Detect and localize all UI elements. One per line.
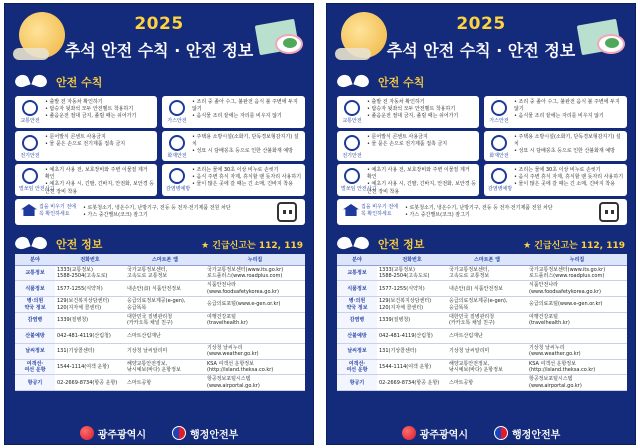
row-app: 스마트공항 bbox=[125, 375, 205, 391]
card-caption: 가스안전 bbox=[167, 118, 187, 124]
footer bbox=[5, 420, 313, 445]
home-card-caption: 집을 비우기 전에 꼭 확인하세요 bbox=[361, 204, 398, 217]
row-category: 감염병 bbox=[337, 312, 377, 328]
row-category: 식품정보 bbox=[337, 281, 377, 297]
row-app: 대한민국 질병관리청 (카카오톡 채널 친구) bbox=[125, 312, 205, 328]
card-line: • 음식 주변 휴식 자제, 휴식할 땐 돗자리 사용하기 bbox=[192, 174, 302, 181]
table-header: 분야 bbox=[15, 254, 55, 265]
safety-card bbox=[337, 164, 479, 196]
card-line: • 문어발식 콘센트 사용금지 bbox=[367, 134, 428, 140]
emergency-hotline: ★ 긴급신고는 112, 119 bbox=[201, 241, 303, 251]
row-website[interactable] bbox=[527, 328, 627, 343]
table-row bbox=[337, 375, 627, 391]
poster-title: 추석 안전 수칙 · 안전 정보 bbox=[386, 41, 576, 60]
row-category: 항공기 bbox=[15, 375, 55, 391]
row-category: 여객선· 여선 운항 bbox=[15, 359, 55, 375]
row-category: 산불예방 bbox=[15, 328, 55, 343]
table-row bbox=[337, 359, 627, 375]
bee-icon bbox=[341, 168, 377, 192]
table-header: 누리집 bbox=[205, 254, 305, 265]
magpie-icon bbox=[337, 75, 373, 89]
card-line: • 로봇청소기, 냉온수기, 난방기구, 전등 등 전자·전기제품 전원 차단 bbox=[405, 205, 553, 211]
card-line: • 가스 중간밸브(코크) 잠그기 bbox=[405, 212, 470, 219]
card-line: • 조리는 물에 30초 이상 비누로 손씻기 bbox=[192, 167, 279, 173]
house-icon bbox=[343, 204, 359, 216]
table-header: 스마트폰 앱 bbox=[125, 254, 205, 265]
card-text bbox=[514, 167, 624, 189]
row-category: 교통정보 bbox=[337, 265, 377, 281]
card-caption: 가스안전 bbox=[489, 118, 509, 124]
plug-icon bbox=[599, 202, 619, 222]
row-phone: 129(보건복지상담센터) 120(지자체 콜센터) bbox=[55, 297, 125, 313]
poster-left bbox=[4, 3, 314, 445]
card-line: • 가스 중간밸브(코크) 잠그기 bbox=[83, 212, 148, 219]
table-row bbox=[15, 265, 305, 281]
row-category: 산불예방 bbox=[337, 328, 377, 343]
table-row bbox=[15, 359, 305, 375]
card-text bbox=[514, 99, 624, 121]
electric-icon bbox=[341, 135, 363, 159]
table-row bbox=[15, 343, 305, 359]
row-website[interactable]: 여행건강포털 (travelhealth.kr) bbox=[205, 312, 305, 328]
card-text bbox=[45, 167, 154, 196]
row-category: 병·의원 약국 정보 bbox=[337, 297, 377, 313]
taegeuk-emblem-icon bbox=[172, 426, 186, 440]
table-header: 전화번호 bbox=[377, 254, 447, 265]
gwangju-emblem-icon bbox=[402, 426, 416, 440]
table-header: 분야 bbox=[337, 254, 377, 265]
row-website[interactable]: 응급의료포털(www.e-gen.or.kr) bbox=[205, 297, 305, 313]
info-table bbox=[15, 254, 305, 391]
card-line: • 주택용 소방시설(소화기, 단독경보형감지기) 설치 bbox=[514, 134, 621, 148]
row-website[interactable]: 항공정보포털시스템 (www.airportal.go.kr) bbox=[205, 375, 305, 391]
card-text bbox=[45, 99, 154, 121]
poster-title: 추석 안전 수칙 · 안전 정보 bbox=[64, 41, 254, 60]
card-caption: 감염병예방 bbox=[166, 186, 191, 192]
card-line: • 조리 중 졸아 수그, 불완전 음식 불 주변에 두지 않기 bbox=[514, 99, 620, 113]
row-category: 교통정보 bbox=[15, 265, 55, 281]
row-category: 병·의원 약국 정보 bbox=[15, 297, 55, 313]
row-phone: 02-2669-8734(항공 운항) bbox=[55, 375, 125, 391]
row-phone: 1544-1114(여객 운항) bbox=[55, 359, 125, 375]
card-caption: 전기안전 bbox=[20, 153, 40, 159]
card-text bbox=[45, 134, 154, 148]
magpie-icon bbox=[337, 237, 373, 251]
row-app: 스마트산림재난 bbox=[125, 328, 205, 343]
row-app: 스마트공항 bbox=[447, 375, 527, 391]
card-line: • 조리는 물에 30초 이상 비누로 손씻기 bbox=[514, 167, 601, 173]
table-row bbox=[15, 297, 305, 313]
house-icon bbox=[21, 204, 37, 216]
row-app: 내손안(食) 식품안전정보 bbox=[447, 281, 527, 297]
magpie-icon bbox=[15, 237, 51, 251]
card-line: • 탑승자 뒷좌석 모두 안전벨트 착용하기 bbox=[367, 106, 456, 113]
table-header-row bbox=[337, 254, 627, 265]
row-app: 대한민국 질병관리청 (카카오톡 채널 친구) bbox=[447, 312, 527, 328]
card-line: • 성묘 시 담배꽁초 등으로 인한 산불화재 예방 bbox=[514, 148, 616, 155]
row-website[interactable]: KSA 여객선 운항정보 (http://island.theksa.co.kr) bbox=[527, 359, 627, 375]
row-category: 여객선· 여선 운항 bbox=[337, 359, 377, 375]
card-line: • 물이 많은 곳에 갈 때는 긴 소매, 긴바지 착용 bbox=[514, 181, 615, 188]
card-line: • 예초기 사용 시, 긴팔, 긴바지, 안전화, 보안경 등 bbox=[45, 181, 154, 188]
info-section-header bbox=[337, 236, 424, 252]
row-website[interactable]: 국가교통정보센터(www.its.go.kr) 로드플러스(www.roadplus.com) bbox=[527, 265, 627, 281]
row-phone: 1339(질병청) bbox=[55, 312, 125, 328]
safety-card bbox=[162, 164, 305, 196]
card-text bbox=[367, 134, 476, 148]
table-row bbox=[15, 375, 305, 391]
food-icon bbox=[488, 168, 513, 192]
table-row bbox=[337, 312, 627, 328]
card-line: • 물 묻은 손으로 전기제품 접촉 금지 bbox=[367, 141, 448, 148]
poster-year: 2025 bbox=[134, 14, 184, 34]
card-caption: 벌쏘임 안전사고 bbox=[341, 186, 377, 192]
car-icon bbox=[341, 100, 363, 124]
card-line: • 주택용 소방시설(소화기, 단독경보형감지기) 설치 bbox=[192, 134, 299, 148]
gift-envelope-icon bbox=[257, 16, 307, 58]
row-phone: 042-481-4119(산림청) bbox=[55, 328, 125, 343]
row-category: 감염병 bbox=[15, 312, 55, 328]
row-website[interactable]: 국가교통정보센터(www.its.go.kr) 로드플러스(www.roadplus.com) bbox=[205, 265, 305, 281]
card-text bbox=[192, 134, 302, 156]
card-line: 안전 장비 착용 bbox=[45, 188, 78, 195]
row-app: 해양교통안전정보, 낚시예보(바다) 운항정보 bbox=[447, 359, 527, 375]
card-line: • 예초기 사용 시, 긴팔, 긴바지, 안전화, 보안경 등 bbox=[367, 181, 476, 188]
row-website[interactable] bbox=[205, 328, 305, 343]
card-line: • 졸음운전 절대 금지, 졸릴 때는 쉬어가기 bbox=[45, 113, 137, 120]
fire-icon bbox=[166, 135, 188, 159]
taegeuk-emblem-icon bbox=[494, 426, 508, 440]
safety-card bbox=[484, 96, 627, 128]
card-line: • 음식물 조리 끝에는 자리를 비우지 않기 bbox=[514, 113, 604, 120]
logo-text: 광주광역시 bbox=[97, 429, 146, 441]
safety-section-header bbox=[337, 74, 424, 90]
row-app: 기상청 날씨알리미 bbox=[447, 343, 527, 359]
logo-text: 행정안전부 bbox=[512, 429, 561, 441]
row-category: 식품정보 bbox=[15, 281, 55, 297]
card-line: • 문어발식 콘센트 사용금지 bbox=[45, 134, 106, 140]
row-website[interactable]: KSA 여객선 운항정보 (http://island.theksa.co.kr) bbox=[205, 359, 305, 375]
logo-text: 행정안전부 bbox=[190, 429, 239, 441]
card-line: • 음식 주변 휴식 자제, 휴식할 땐 돗자리 사용하기 bbox=[514, 174, 624, 181]
card-caption: 감염병예방 bbox=[488, 186, 513, 192]
safety-card bbox=[337, 96, 479, 128]
plug-icon bbox=[277, 202, 297, 222]
table-row bbox=[337, 297, 627, 313]
row-app: 응급의료정보제공(e-gen), 응급똑똑 bbox=[447, 297, 527, 313]
section-title: 안전 정보 bbox=[378, 238, 425, 251]
row-phone: 042-481-4119(산림청) bbox=[377, 328, 447, 343]
info-table bbox=[337, 254, 627, 391]
safety-card bbox=[15, 164, 157, 196]
row-app: 기상청 날씨알리미 bbox=[125, 343, 205, 359]
safety-card bbox=[15, 131, 157, 161]
footer bbox=[327, 420, 635, 445]
table-header-row bbox=[15, 254, 305, 265]
table-row bbox=[337, 265, 627, 281]
row-app: 국가교통정보센터, 고속도로 교통정보 bbox=[447, 265, 527, 281]
row-app: 해양교통안전정보, 낚시예보(바다) 운항정보 bbox=[125, 359, 205, 375]
row-category: 날씨정보 bbox=[337, 343, 377, 359]
safety-card bbox=[484, 131, 627, 161]
table-row bbox=[15, 312, 305, 328]
row-phone: 131(기상콜센터) bbox=[55, 343, 125, 359]
magpie-icon bbox=[15, 75, 51, 89]
table-row bbox=[337, 281, 627, 297]
row-category: 항공기 bbox=[337, 375, 377, 391]
card-line: • 졸음운전 절대 금지, 졸릴 때는 쉬어가기 bbox=[367, 113, 459, 120]
row-website[interactable]: 여행건강포털 (travelhealth.kr) bbox=[527, 312, 627, 328]
card-text bbox=[367, 99, 476, 121]
card-caption: 화재안전 bbox=[167, 153, 187, 159]
card-caption: 교통안전 bbox=[342, 118, 362, 124]
gas-stove-icon bbox=[166, 100, 188, 124]
card-text bbox=[405, 205, 587, 219]
row-phone: 1333(교통정보) 1588-2504(고속도로) bbox=[377, 265, 447, 281]
home-check-card bbox=[337, 199, 627, 225]
safety-card bbox=[484, 164, 627, 196]
row-website[interactable]: 항공정보포털시스템 (www.airportal.go.kr) bbox=[527, 375, 627, 391]
card-line: • 출발 전 자동차 확인하기 bbox=[367, 99, 425, 105]
row-app: 내손안(食) 식품안전정보 bbox=[125, 281, 205, 297]
card-line: • 예초기 사용 전, 보호장비와 주변 이물질 제거 확인 bbox=[45, 167, 148, 181]
safety-card bbox=[337, 131, 479, 161]
poster-right bbox=[326, 3, 636, 445]
gwangju-emblem-icon bbox=[80, 426, 94, 440]
row-category: 날씨정보 bbox=[15, 343, 55, 359]
card-line: • 음식물 조리 끝에는 자리를 비우지 않기 bbox=[192, 113, 282, 120]
section-title: 안전 수칙 bbox=[56, 76, 103, 89]
bee-icon bbox=[19, 168, 55, 192]
mois-logo bbox=[172, 426, 238, 441]
card-caption: 전기안전 bbox=[342, 153, 362, 159]
table-row bbox=[337, 343, 627, 359]
row-phone: 1339(질병청) bbox=[377, 312, 447, 328]
logo-text: 광주광역시 bbox=[419, 429, 468, 441]
row-phone: 1333(교통정보) 1588-2504(고속도로) bbox=[55, 265, 125, 281]
row-phone: 1577-1255(식약처) bbox=[377, 281, 447, 297]
safety-card bbox=[162, 96, 305, 128]
table-row bbox=[15, 281, 305, 297]
row-website[interactable]: 식품안전나라 (www.foodsafetykorea.go.kr) bbox=[527, 281, 627, 297]
card-line: • 물 묻은 손으로 전기제품 접촉 금지 bbox=[45, 141, 126, 148]
row-phone: 129(보건복지상담센터) 120(지자체 콜센터) bbox=[377, 297, 447, 313]
card-line: • 물이 많은 곳에 갈 때는 긴 소매, 긴바지 착용 bbox=[192, 181, 293, 188]
safety-section-header bbox=[15, 74, 102, 90]
card-text bbox=[367, 167, 476, 196]
card-caption: 교통안전 bbox=[20, 118, 40, 124]
electric-icon bbox=[19, 135, 41, 159]
table-row bbox=[15, 328, 305, 343]
card-line: 안전 장비 착용 bbox=[367, 188, 400, 195]
gas-stove-icon bbox=[488, 100, 510, 124]
fire-icon bbox=[488, 135, 510, 159]
safety-card bbox=[162, 131, 305, 161]
card-text bbox=[192, 99, 302, 121]
row-website[interactable]: 기상청 날씨누리 (www.weather.go.kr) bbox=[205, 343, 305, 359]
card-line: • 출발 전 자동차 확인하기 bbox=[45, 99, 103, 105]
car-icon bbox=[19, 100, 41, 124]
row-phone: 1544-1114(여객 운항) bbox=[377, 359, 447, 375]
card-line: • 조리 중 졸아 수그, 불완전 음식 불 주변에 두지 않기 bbox=[192, 99, 298, 113]
row-phone: 1577-1255(식약처) bbox=[55, 281, 125, 297]
gwangju-logo bbox=[80, 426, 146, 441]
row-app: 스마트산림재난 bbox=[447, 328, 527, 343]
safety-card bbox=[15, 96, 157, 128]
card-line: • 탑승자 뒷좌석 모두 안전벨트 착용하기 bbox=[45, 106, 134, 113]
food-icon bbox=[166, 168, 191, 192]
card-caption: 화재안전 bbox=[489, 153, 509, 159]
row-phone: 131(기상콜센터) bbox=[377, 343, 447, 359]
card-text bbox=[192, 167, 302, 189]
gwangju-logo bbox=[402, 426, 468, 441]
gift-envelope-icon bbox=[579, 16, 629, 58]
card-line: • 예초기 사용 전, 보호장비와 주변 이물질 제거 확인 bbox=[367, 167, 470, 181]
card-line: • 성묘 시 담배꽁초 등으로 인한 산불화재 예방 bbox=[192, 148, 294, 155]
table-header: 전화번호 bbox=[55, 254, 125, 265]
poster-year: 2025 bbox=[456, 14, 506, 34]
section-title: 안전 정보 bbox=[56, 238, 103, 251]
mois-logo bbox=[494, 426, 560, 441]
row-phone: 02-2669-8734(항공 운항) bbox=[377, 375, 447, 391]
card-text bbox=[83, 205, 265, 219]
card-line: • 로봇청소기, 냉온수기, 난방기구, 전등 등 전자·전기제품 전원 차단 bbox=[83, 205, 231, 211]
row-app: 국가교통정보센터, 고속도로 교통정보 bbox=[125, 265, 205, 281]
card-caption: 벌쏘임 안전사고 bbox=[19, 186, 55, 192]
section-title: 안전 수칙 bbox=[378, 76, 425, 89]
emergency-hotline: ★ 긴급신고는 112, 119 bbox=[523, 241, 625, 251]
table-header: 스마트폰 앱 bbox=[447, 254, 527, 265]
table-header: 누리집 bbox=[527, 254, 627, 265]
card-text bbox=[514, 134, 624, 156]
row-website[interactable]: 식품안전나라 (www.foodsafetykorea.go.kr) bbox=[205, 281, 305, 297]
row-app: 응급의료정보제공(e-gen), 응급똑똑 bbox=[125, 297, 205, 313]
info-section-header bbox=[15, 236, 102, 252]
row-website[interactable]: 기상청 날씨누리 (www.weather.go.kr) bbox=[527, 343, 627, 359]
row-website[interactable]: 응급의료포털(www.e-gen.or.kr) bbox=[527, 297, 627, 313]
home-check-card bbox=[15, 199, 305, 225]
table-row bbox=[337, 328, 627, 343]
home-card-caption: 집을 비우기 전에 꼭 확인하세요 bbox=[39, 204, 76, 217]
